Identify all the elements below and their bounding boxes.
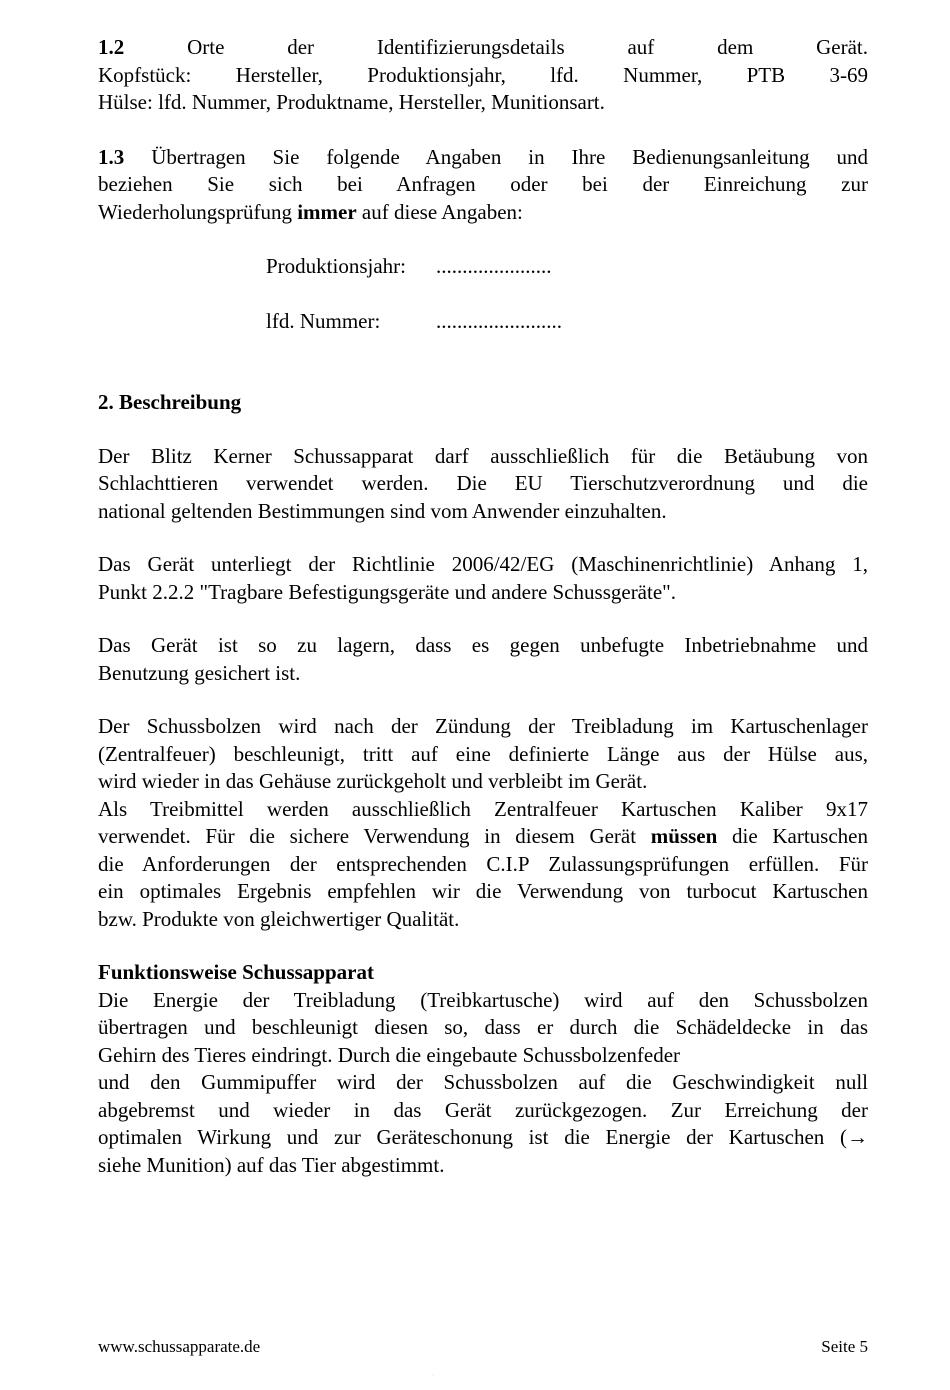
s13-line3-post: auf diese Angaben: xyxy=(361,199,523,224)
func-line1: Die Energie der Treibladung (Treibkartusche) wird auf den Schussbolzen xyxy=(98,987,868,1012)
s2-p4-line3: wird wieder in das Gehäuse zurückgeholt und verbleibt im Gerät. xyxy=(98,769,648,793)
s13-emphasis-immer: immer xyxy=(297,199,357,224)
production-year-dots: ...................... xyxy=(436,254,552,278)
s13-line1-text: Übertragen Sie folgende Angaben in Ihre Bedienungsanleitung und xyxy=(151,144,869,169)
func-line4: und den Gummipuffer wird der Schussbolzen auf die Geschwindigkeit null xyxy=(98,1070,868,1094)
s12-number: 1.2 xyxy=(98,35,125,59)
footer-mark: · xyxy=(432,1371,435,1380)
field-serial-number xyxy=(98,308,868,336)
s2-p4-line6: die Anforderungen der entsprechenden C.I.P Zulassungsprüfungen erfüllen. Für xyxy=(98,851,868,876)
s13-line3-pre: Wiederholungsprüfung xyxy=(98,199,292,224)
s2-p4-line5-pre: verwendet. Für die sichere Verwendung in diesem Gerät xyxy=(98,824,637,848)
s2-p4-line2: (Zentralfeuer) beschleunigt, tritt auf eine definierte Länge aus der Hülse aus, xyxy=(98,741,868,766)
section-heading-beschreibung: 2. Beschreibung xyxy=(98,390,242,414)
s12-line3: Hülse: lfd. Nummer, Produktname, Hersteller, Munitionsart. xyxy=(98,90,605,114)
func-line3: Gehirn des Tieres eindringt. Durch die eingebaute Schussbolzenfeder xyxy=(98,1042,681,1067)
serial-number-label: lfd. Nummer: xyxy=(266,308,381,333)
s2-p3-line1: Das Gerät ist so zu lagern, dass es gegen unbefugte Inbetriebnahme und xyxy=(98,633,868,657)
func-line5: abgebremst und wieder in das Gerät zurückgezogen. Zur Erreichung der xyxy=(98,1097,868,1122)
s2-p4-line4: Als Treibmittel werden ausschließlich Zentralfeuer Kartuschen Kaliber 9x17 xyxy=(98,796,868,821)
s2-p4-line1: Der Schussbolzen wird nach der Zündung der Treibladung im Kartuschenlager xyxy=(98,714,868,738)
footer-website: www.schussapparate.de xyxy=(98,1337,261,1356)
s2-p4-line5 xyxy=(98,823,868,851)
serial-number-dots: ........................ xyxy=(436,308,562,333)
func-line7: siehe Munition) auf das Tier abgestimmt. xyxy=(98,1152,445,1177)
s2-p4-line5-post: die Kartuschen xyxy=(732,824,868,848)
footer-page-number: Seite 5 xyxy=(821,1337,868,1356)
s12-line2: Kopfstück: Hersteller, Produktionsjahr, lfd. Nummer, PTB 3-69 xyxy=(98,62,868,87)
s2-emphasis-muessen: müssen xyxy=(650,824,718,848)
s2-p1-line1: Der Blitz Kerner Schussapparat darf ausschließlich für die Betäubung von xyxy=(98,443,868,468)
s12-line1-text: Orte der Identifizierungsdetails auf dem Gerät. xyxy=(187,35,868,59)
s2-p4-line7: ein optimales Ergebnis empfehlen wir die Verwendung von turbocut Kartuschen xyxy=(98,879,868,903)
s13-number: 1.3 xyxy=(98,144,125,169)
s2-p1-line3: national geltenden Bestimmungen sind vom Anwender einzuhalten. xyxy=(98,498,667,523)
field-production-year xyxy=(98,253,868,281)
s2-p2-line1: Das Gerät unterliegt der Richtlinie 2006/42/EG (Maschinenrichtlinie) Anhang 1, xyxy=(98,552,868,576)
s13-line2: beziehen Sie sich bei Anfragen oder bei der Einreichung zur xyxy=(98,172,868,196)
s13-line1 xyxy=(98,144,868,172)
s13-line3 xyxy=(98,199,868,227)
section-heading-funktionsweise: Funktionsweise Schussapparat xyxy=(98,960,374,984)
s2-p3-line2: Benutzung gesichert ist. xyxy=(98,660,301,685)
production-year-label: Produktionsjahr: xyxy=(266,254,406,278)
document-page xyxy=(98,34,868,1179)
func-line2: übertragen und beschleunigt diesen so, dass er durch die Schädeldecke in das xyxy=(98,1015,868,1039)
func-line6: optimalen Wirkung und zur Geräteschonung ist die Energie der Kartuschen (→ xyxy=(98,1125,868,1149)
s12-line1 xyxy=(98,34,868,62)
s2-p4-line8: bzw. Produkte von gleichwertiger Qualität. xyxy=(98,906,460,931)
s2-p1-line2: Schlachttieren verwendet werden. Die EU Tierschutzverordnung und die xyxy=(98,471,868,495)
s2-p2-line2: Punkt 2.2.2 "Tragbare Befestigungsgeräte und andere Schussgeräte". xyxy=(98,579,676,604)
